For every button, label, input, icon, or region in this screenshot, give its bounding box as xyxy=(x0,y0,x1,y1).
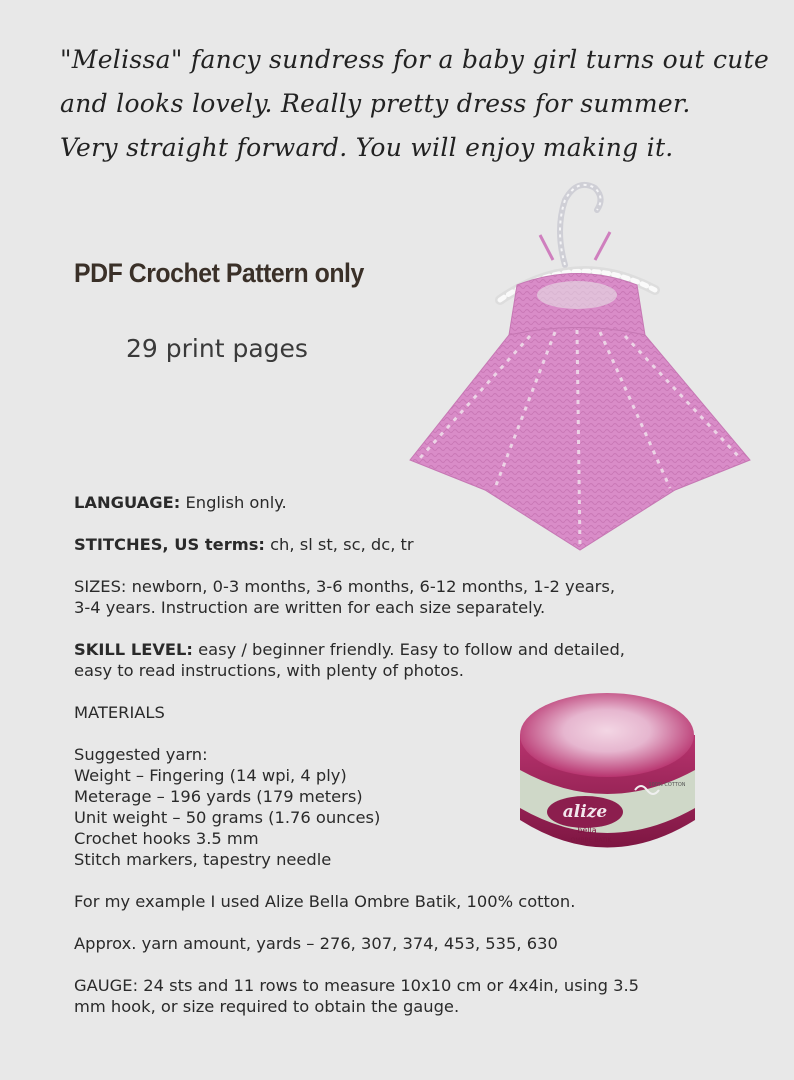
yarn-badge: 100% COTTON xyxy=(648,782,686,788)
gauge-line: mm hook, or size required to obtain the gauge. xyxy=(74,997,460,1016)
intro-line: and looks lovely. Really pretty dress for summer. xyxy=(60,89,691,118)
sizes-line: SIZES: newborn, 0-3 months, 3-6 months, 6-12 months, 1-2 years, xyxy=(74,577,616,596)
stitches-value: ch, sl st, sc, dc, tr xyxy=(270,535,414,554)
skill-line xyxy=(74,639,714,660)
materials-item: Crochet hooks 3.5 mm xyxy=(74,829,259,848)
yarn-brand: alize xyxy=(562,802,608,822)
materials-heading: MATERIALS xyxy=(74,703,165,722)
language-label: LANGUAGE: xyxy=(74,493,181,512)
sizes-line: 3-4 years. Instruction are written for each size separately. xyxy=(74,598,546,617)
materials-item: Stitch markers, tapestry needle xyxy=(74,850,332,869)
yarn-amount-line: Approx. yarn amount, yards – 276, 307, 374, 453, 535, 630 xyxy=(74,934,558,953)
materials-item: Suggested yarn: xyxy=(74,745,208,764)
pattern-headline: PDF Crochet Pattern only xyxy=(74,258,364,288)
materials-item: Weight – Fingering (14 wpi, 4 ply) xyxy=(74,766,347,785)
yarn-name: bella xyxy=(577,826,597,835)
intro-line: Very straight forward. You will enjoy making it. xyxy=(60,133,674,162)
language-line xyxy=(74,492,714,513)
print-pages-count: 29 print pages xyxy=(126,334,308,363)
skill-line: easy to read instructions, with plenty of photos. xyxy=(74,661,464,680)
example-yarn-line: For my example I used Alize Bella Ombre Batik, 100% cotton. xyxy=(74,892,576,911)
yarn-subname: OMBRE BATIK xyxy=(570,837,612,844)
skill-value: easy / beginner friendly. Easy to follow and detailed, xyxy=(198,640,625,659)
materials-item: Meterage – 196 yards (179 meters) xyxy=(74,787,363,806)
yarn-photo xyxy=(515,690,700,865)
hanger-hook xyxy=(560,185,601,265)
intro-line: "Melissa" fancy sundress for a baby girl turns out cute xyxy=(60,45,770,74)
bow-tie xyxy=(540,232,610,260)
language-value: English only. xyxy=(185,493,287,512)
materials-item: Unit weight – 50 grams (1.76 ounces) xyxy=(74,808,381,827)
stitches-label: STITCHES, US terms: xyxy=(74,535,265,554)
stitches-line xyxy=(74,534,714,555)
intro-text xyxy=(60,38,780,170)
gauge-line: GAUGE: 24 sts and 11 rows to measure 10x10 cm or 4x4in, using 3.5 xyxy=(74,976,639,995)
skill-label: SKILL LEVEL: xyxy=(74,640,193,659)
